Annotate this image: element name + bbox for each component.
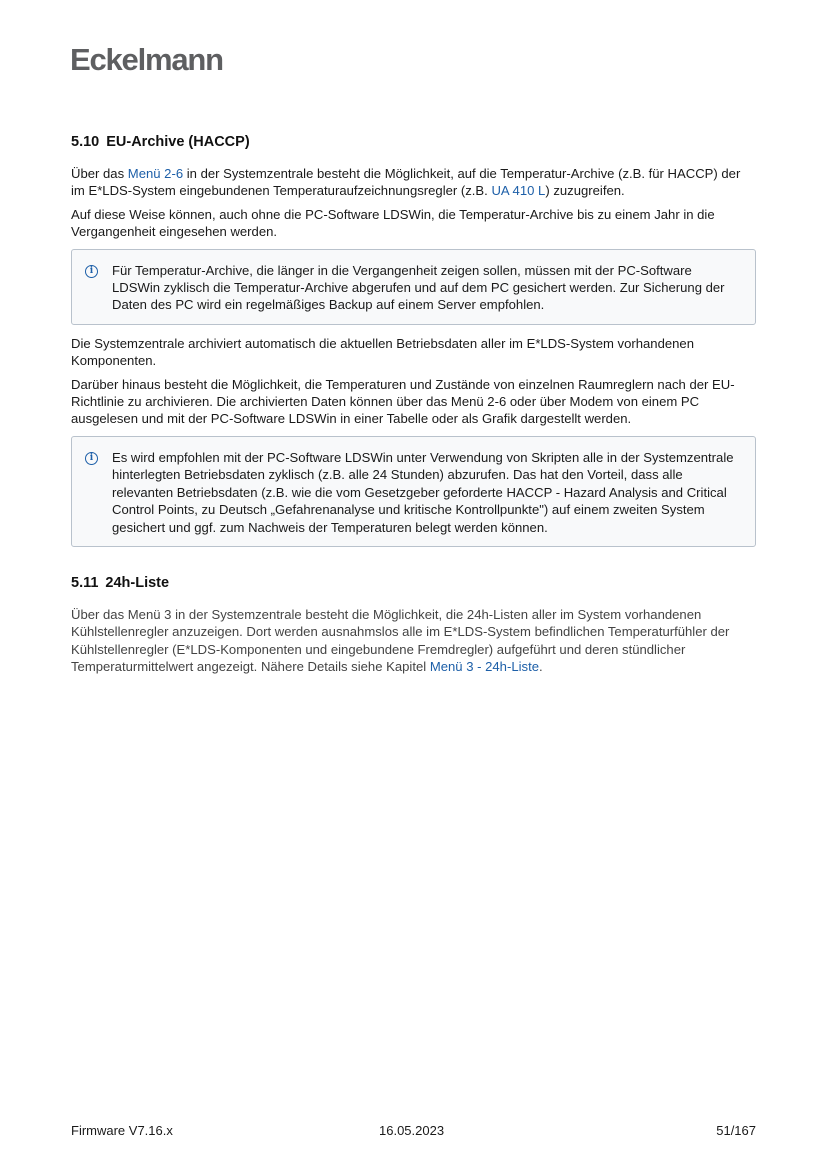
footer-page-number: 51/167 [716,1123,756,1138]
link-menu-2-6[interactable]: Menü 2-6 [127,166,184,181]
footer-firmware: Firmware V7.16.x [71,1123,173,1138]
link-ua-410-l[interactable]: UA 410 L [491,183,546,199]
text: . [539,659,543,675]
info-note [71,436,756,547]
info-note [71,249,756,325]
paragraph: Die Systemzentrale archiviert automatisch die aktuellen Betriebsdaten aller im E*LDS-System vorhandenen Komponenten. [71,335,694,369]
note-text: Es wird empfohlen mit der PC-Software LDSWin unter Verwendung von Skripten alle in der Systemzentrale hinterlegten Betriebsdaten zyklisch (z.B. alle 24 Stunden) abzurufen. Das hat den Vorteil, dass alle relevanten Betriebsdaten (z.B. wie die vom Gesetzgeber geforderte HACCP - Hazard Analysis and Critical Control Points, zu Deutsch „Gefahrenanalyse und kritische Kontrollpunkte") auf einem zweiten System gesichert und ggf. zum Nachweis der Temperaturen belegt werden können. [112,449,734,535]
paragraph [71,606,756,676]
section-title: 24h-Liste [105,574,170,591]
text: in der Systemzentrale besteht die Möglichkeit, auf die Temperatur-Archive (z.B. für HACCP) der im E*LDS-System eingebundenen Temperaturaufzeichnungsregler (z.B. [71,166,741,199]
footer-date: 16.05.2023 [379,1123,445,1138]
page-content [71,132,756,682]
section-title: EU-Archive (HACCP) [106,134,250,150]
text: Über das Menü 3 in der Systemzentrale besteht die Möglichkeit, die 24h-Listen aller im System vorhandenen Kühlstellenregler anzuzeigen. Dort werden ausnahmslos alle im E*LDS-System befindlichen Temperaturfühler der Kühlstellenregler (E*LDS-Komponenten und eingebundene Fremdregler) aufgeführt und deren stündlicher Temperaturmittelwert angezeigt. Nähere Details siehe Kapitel [71,606,730,675]
paragraph: Darüber hinaus besteht die Möglichkeit, die Temperaturen und Zustände von einzelnen Raumreglern nach der EU-Richtlinie zu archivieren. Die archivierten Daten können über das Menü 2-6 oder über Modem von einem PC ausgelesen und mit der PC-Software LDSWin in einer Tabelle oder als Grafik dargestellt werden. [71,376,735,427]
eckelmann-logo: Eckelmann [70,42,223,77]
info-icon: i [85,452,98,465]
section-number: 5.10 [71,134,100,150]
paragraph: Auf diese Weise können, auch ohne die PC-Software LDSWin, die Temperatur-Archive bis zu einem Jahr in die Vergangenheit eingesehen werden. [71,206,715,240]
section-heading-5-10 [71,132,756,152]
info-icon: i [85,265,98,278]
note-text: Für Temperatur-Archive, die länger in die Vergangenheit zeigen sollen, müssen mit der PC-Software LDSWin zyklisch die Temperatur-Archive abgerufen und auf dem PC gesichert werden. Zur Sicherung der Daten des PC wird ein regelmäßiges Backup auf einem Server empfohlen. [112,262,725,313]
section-heading-5-11 [71,573,756,593]
text: Über das [71,166,128,181]
text: ) zuzugreifen. [545,183,625,199]
paragraph [71,165,756,200]
link-menu-3-24h-liste[interactable]: Menü 3 - 24h-Liste [429,659,539,675]
section-number: 5.11 [71,574,99,591]
